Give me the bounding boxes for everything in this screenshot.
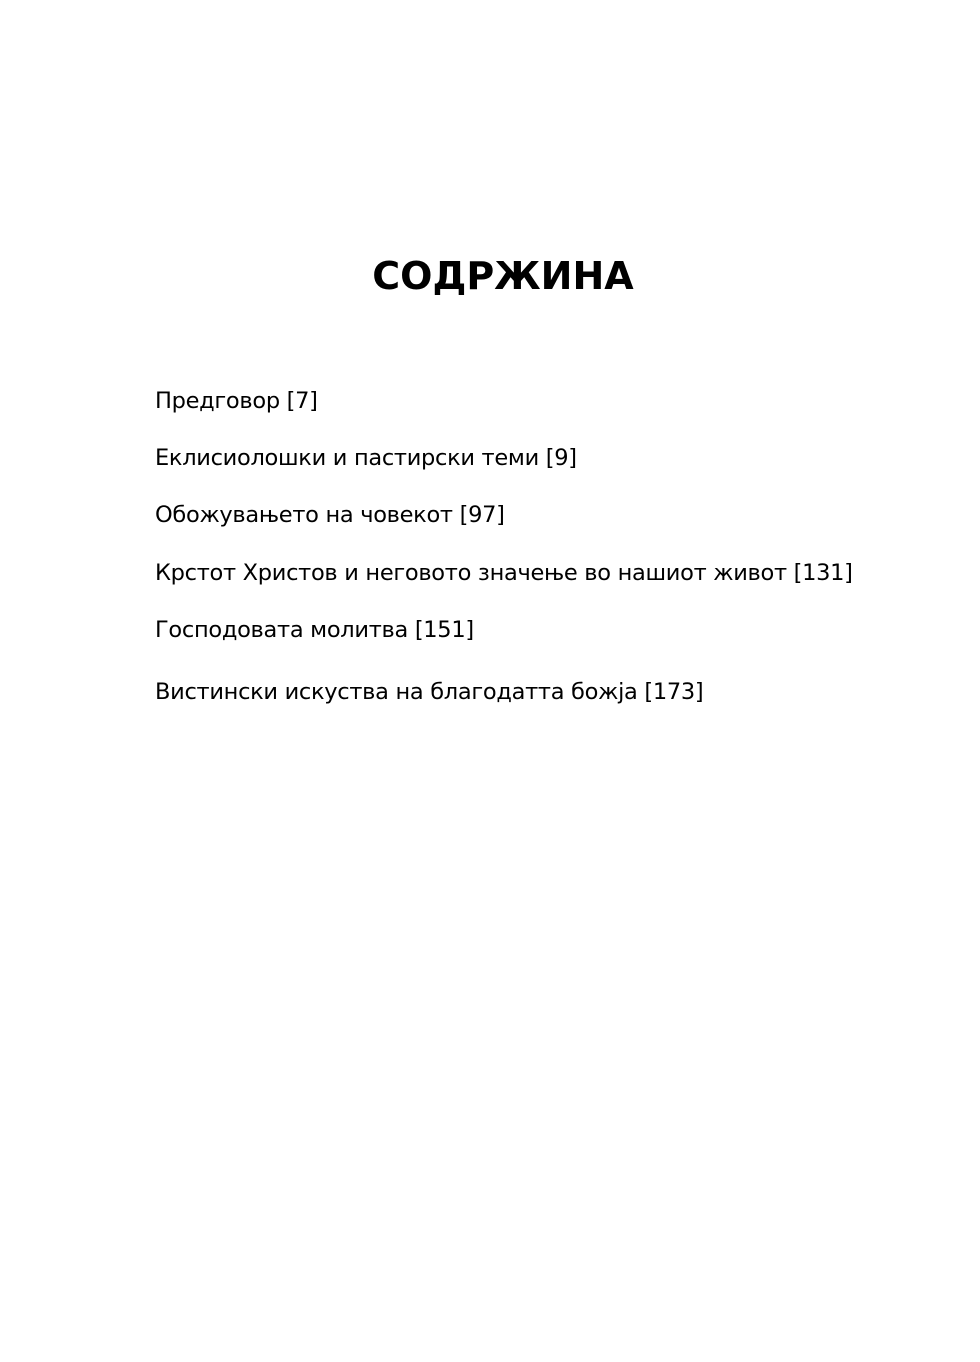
toc-entry-label: Еклисиолошки и пастирски теми [155,445,539,471]
toc-entry-label: Вистински искуства на благодатта божја [155,679,638,705]
toc-entry-lords-prayer [155,613,474,647]
toc-entry-label: Обожувањето на човекот [155,502,453,528]
toc-entry-label: Предговор [155,388,280,414]
toc-entry-page-ref: [151] [414,617,474,643]
toc-entry-experiences-of-grace [155,675,703,709]
toc-entry-page-ref: [131] [793,560,853,586]
toc-entry-cross-of-christ [155,556,853,590]
toc-entry-page-ref: [173] [644,679,704,705]
toc-entry-label: Господовата молитва [155,617,408,643]
toc-entry-ecclesiological-themes [155,441,577,475]
toc-entry-page-ref: [97] [459,502,505,528]
toc-entry-page-ref: [9] [545,445,577,471]
toc-entry-page-ref: [7] [286,388,318,414]
toc-entry-preface [155,384,318,418]
toc-entry-deification [155,498,505,532]
page-title: СОДРЖИНА [372,254,634,298]
toc-entry-label: Крстот Христов и неговото значење во нашиот живот [155,560,787,586]
